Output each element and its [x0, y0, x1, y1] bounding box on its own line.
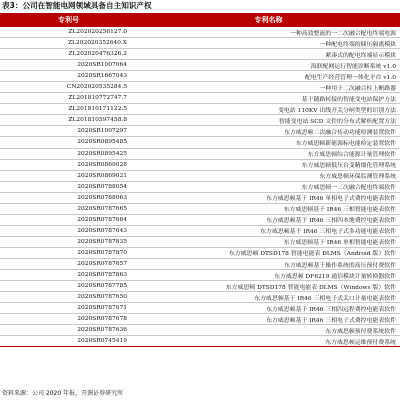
table-row [0, 160, 400, 171]
table-row [0, 336, 400, 347]
patent-name-cell: 东方威思顿运维预付费系统 [325, 339, 396, 346]
patent-number-cell: 2020SR0787870 [77, 249, 127, 256]
table-row [0, 325, 400, 336]
patent-name-cell: 基于随路转接的智能变电站保护方法 [301, 96, 396, 103]
table-row [0, 82, 400, 93]
table-row [0, 303, 400, 314]
patent-number-cell: 2020SR1007064 [77, 62, 127, 69]
source-note: 资料来源：公司 2020 年报，开源证券研究所 [2, 390, 124, 397]
patent-name-cell: 东方威思顿基于 IR46 单相电子式费控电能表软件 [266, 196, 396, 203]
patent-name-cell: 东方威思顿一二次融合配电终端软件 [301, 185, 396, 192]
patent-name-cell: 海联配网运行智能诊断系统 v1.0 [310, 63, 396, 70]
table-row [0, 149, 400, 160]
patent-number-cell: 2020SR0787684 [77, 216, 127, 223]
patent-name-cell: 配电生产经营管理一体化平台 v1.0 [304, 74, 396, 81]
patent-number-cell: 2020SR0895425 [77, 150, 127, 157]
table-body [0, 27, 400, 347]
patent-number-cell: 2020SR0869021 [77, 172, 127, 179]
patent-name-cell: 东方威思顿二次融合传动功能检测装置软件 [284, 129, 396, 136]
patent-name-cell: 东方威思顿环保监测管理系统 [319, 174, 396, 181]
patent-number-cell: 2020SR1007297 [77, 128, 127, 135]
patent-number-cell: 2020SR0787863 [77, 272, 127, 279]
patent-name-cell: 东方威思顿基于 IR46 三相电子式费控电能表软件 [266, 317, 396, 324]
table-row [0, 248, 400, 259]
patent-number-cell: ZL201810772747.7 [68, 95, 127, 102]
table-row [0, 215, 400, 226]
table-row [0, 93, 400, 104]
table-row [0, 270, 400, 281]
patent-name-cell: 一种高效整流的一二次融合配电终端电源 [289, 30, 396, 37]
patent-number-cell: ZL201810171122.5 [68, 106, 127, 113]
table-row [0, 193, 400, 204]
table-row [0, 237, 400, 248]
patent-number-cell: 2020SR0787671 [77, 305, 127, 312]
patent-name-cell: 东方威思顿低压台变精细化管理系统 [301, 163, 396, 170]
patent-table [0, 13, 400, 347]
patent-name-cell: 智能变电站 SCD 文件的分布式解析配置方法 [278, 118, 396, 125]
table-header-row [0, 13, 400, 27]
patent-name-cell: 东方威思顿基于 IR46 三相电子式多功能电能表软件 [260, 229, 396, 236]
table-row [0, 171, 400, 182]
patent-number-cell: CN202020535284.5 [66, 84, 127, 91]
table-title: 表3：公司在智能电网领域具备自主知识产权 [2, 1, 152, 10]
patent-number-cell: 2020SR0787643 [77, 227, 127, 234]
table-row [0, 71, 400, 82]
patent-number-cell: 2020SR0788054 [77, 183, 127, 190]
table-row [0, 126, 400, 137]
patent-name-cell: 紧凑式的配电终端显示模块 [325, 52, 396, 59]
patent-name-cell: 东方威思顿新能源标电能检定装置软件 [295, 140, 396, 147]
table-row [0, 60, 400, 71]
patent-number-cell: 2020SR0787678 [77, 316, 127, 323]
patent-name-cell: 东方威思顿 DF6219 通信模块计量转换器软件 [274, 273, 396, 280]
table-row [0, 27, 400, 38]
table-row [0, 137, 400, 148]
patent-name-cell: 东方威思顿基于 IR46 三相智能电能表软件 [283, 207, 396, 214]
table-row [0, 204, 400, 215]
table-row [0, 104, 400, 115]
patent-name-cell: 东方威思顿基于 IR46 三相四远程费控电能表软件 [266, 306, 396, 313]
patent-number-cell: 2020SR0787636 [77, 327, 127, 334]
patent-name-cell: 变电站 110KV 出线开关分闸类型的识别方法 [278, 107, 396, 114]
patent-name-cell: 一种配电终端的储压隔离模块 [319, 41, 396, 48]
patent-number-cell: 2020SR0895485 [77, 139, 127, 146]
table-row [0, 38, 400, 49]
patent-number-cell: ZL202020352640.X [67, 40, 127, 47]
patent-number-cell: 2020SR1667043 [77, 73, 127, 80]
patent-number-cell: ZL201810597458.8 [68, 117, 127, 124]
patent-name-cell: 一种用于二次融合柱上断路器 [319, 85, 396, 92]
table-row [0, 182, 400, 193]
patent-name-cell: 东方威思顿基于 IR46 三相四本地费控电能表软件 [266, 218, 396, 225]
patent-name-cell: 东方威思顿 DTSD178 智能电能表 DLMS（Android 版）软件 [228, 251, 396, 258]
table-row [0, 226, 400, 237]
header-patent-no: 专利号 [58, 16, 79, 24]
patent-number-cell: ZL202020476326.2 [68, 51, 127, 58]
table-row [0, 292, 400, 303]
patent-number-cell: 2020SR0787835 [77, 238, 127, 245]
patent-number-cell: 2020SR0787665 [77, 205, 127, 212]
patent-number-cell: ZL202020256127.0 [68, 29, 127, 36]
patent-number-cell: 2020SR0787785 [77, 283, 127, 290]
patent-number-cell: 2020SR0788063 [77, 194, 127, 201]
patent-number-cell: 2020SR0869028 [77, 161, 127, 168]
table-row [0, 314, 400, 325]
patent-number-cell: 2020SR0787650 [77, 294, 127, 301]
patent-number-cell: 2020SR0745419 [77, 338, 127, 345]
patent-name-cell: 东方威思顿基于 IR46 单相智能电能表软件 [283, 240, 396, 247]
patent-name-cell: 东方威思顿综合能源计量管理软件 [307, 152, 396, 159]
table-row [0, 259, 400, 270]
patent-name-cell: 东方威思顿基于操作系统的高压预付费软件 [284, 262, 396, 269]
header-patent-name: 专利名称 [254, 16, 283, 24]
table-row [0, 281, 400, 292]
table-row [0, 115, 400, 126]
patent-number-cell: 2020SR0787657 [77, 261, 127, 267]
table-row [0, 49, 400, 60]
patent-name-cell: 东方威思顿 DTSD178 智能电能表 DLMS（Windows 版）软件 [225, 284, 396, 291]
patent-name-cell: 东方威思顿预付费系统软件 [325, 328, 396, 335]
patent-name-cell: 东方威思顿基于 IR46 三相电子式关口计量电能表软件 [254, 295, 396, 302]
